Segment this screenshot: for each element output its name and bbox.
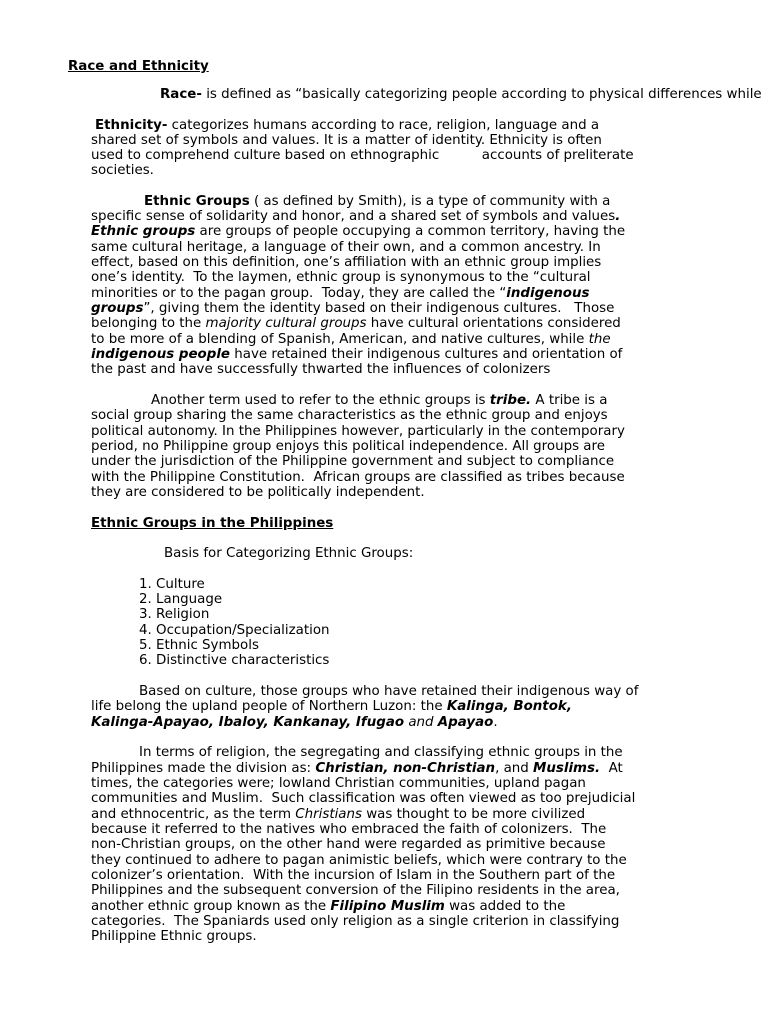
religion-line: Philippines and the subsequent conversion of the Filipino residents in the area, [91,883,620,898]
ethnicity-definition-line: shared set of symbols and values. It is a matter of identity. Ethnicity is often [91,133,602,148]
ethnic-groups-line: minorities or to the pagan group. Today, they are called the “indigenous [91,286,590,301]
ethnic-groups-line: the past and have successfully thwarted the influences of colonizers [91,362,551,377]
basis-intro: Basis for Categorizing Ethnic Groups: [164,546,414,561]
ethnic-groups-line: one’s identity. To the laymen, ethnic group is synonymous to the “cultural [91,270,591,285]
religion-line: communities and Muslim. Such classification was often viewed as too prejudicial [91,791,636,806]
tribe-line: political autonomy. In the Philippines however, particularly in the contemporary [91,424,625,439]
religion-line: In terms of religion, the segregating and classifying ethnic groups in the [139,745,623,760]
list-item: 6. Distinctive characteristics [139,653,330,668]
tribe-line: social group sharing the same characteristics as the ethnic group and enjoys [91,408,608,423]
list-item: 1. Culture [139,577,205,592]
ethnic-groups-line: Ethnic groups are groups of people occupying a common territory, having the [91,224,626,239]
section-title: Ethnic Groups in the Philippines [91,516,334,531]
ethnic-groups-line: indigenous people have retained their indigenous cultures and orientation of [91,347,623,362]
ethnic-groups-line: Ethnic Groups ( as defined by Smith), is a type of community with a [144,194,611,209]
religion-line: times, the categories were; lowland Christian communities, upland pagan [91,776,586,791]
culture-line: Kalinga-Apayao, Ibaloy, Kankanay, Ifugao and Apayao. [91,715,498,730]
ethnic-groups-line: belonging to the majority cultural groups have cultural orientations considered [91,316,621,331]
ethnicity-definition-line [95,118,599,133]
list-item: 5. Ethnic Symbols [139,638,259,653]
culture-line: life belong the upland people of Northern Luzon: the Kalinga, Bontok, [91,699,572,714]
ethnic-groups-line: same cultural heritage, a language of their own, and a common ancestry. In [91,240,601,255]
ethnic-groups-line: groups”, giving them the identity based on their indigenous cultures. Those [91,301,615,316]
culture-line: Based on culture, those groups who have retained their indigenous way of [139,684,639,699]
religion-line: categories. The Spaniards used only religion as a single criterion in classifying [91,914,620,929]
religion-line: colonizer’s orientation. With the incursion of Islam in the Southern part of the [91,868,616,883]
tribe-line: period, no Philippine group enjoys this political independence. All groups are [91,439,605,454]
list-item: 2. Language [139,592,223,607]
ethnicity-definition-line: societies. [91,163,154,178]
ethnic-groups-line: to be more of a blending of Spanish, American, and native cultures, while the [91,332,611,347]
ethnicity-term: Ethnicity- [95,118,168,133]
list-item: 3. Religion [139,607,210,622]
tribe-line: they are considered to be politically independent. [91,485,425,500]
document-title: Race and Ethnicity [68,59,209,74]
religion-line: and ethnocentric, as the term Christians was thought to be more civilized [91,807,586,822]
ethnicity-definition-line: used to comprehend culture based on ethnographic accounts of preliterate [91,148,634,163]
religion-line: because it referred to the natives who embraced the faith of colonizers. The [91,822,607,837]
religion-line: they continued to adhere to pagan animistic beliefs, which were contrary to the [91,853,627,868]
ethnic-groups-line: effect, based on this definition, one’s affiliation with an ethnic group implies [91,255,602,270]
religion-line: Philippines made the division as: Christian, non-Christian, and Muslims. At [91,761,623,776]
ethnic-groups-line: specific sense of solidarity and honor, and a shared set of symbols and values. [91,209,621,224]
religion-line: another ethnic group known as the Filipino Muslim was added to the [91,899,566,914]
religion-line: Philippine Ethnic groups. [91,929,257,944]
tribe-line: Another term used to refer to the ethnic groups is tribe. A tribe is a [151,393,608,408]
religion-line: non-Christian groups, on the other hand were regarded as primitive because [91,837,606,852]
tribe-line: with the Philippine Constitution. African groups are classified as tribes because [91,470,625,485]
race-definition-line: Race- is defined as “basically categorizing people according to physical differences while [160,87,762,102]
ethnicity-text-1: categorizes humans according to race, religion, language and a [167,118,600,133]
list-item: 4. Occupation/Specialization [139,623,330,638]
tribe-line: under the jurisdiction of the Philippine government and subject to compliance [91,454,615,469]
